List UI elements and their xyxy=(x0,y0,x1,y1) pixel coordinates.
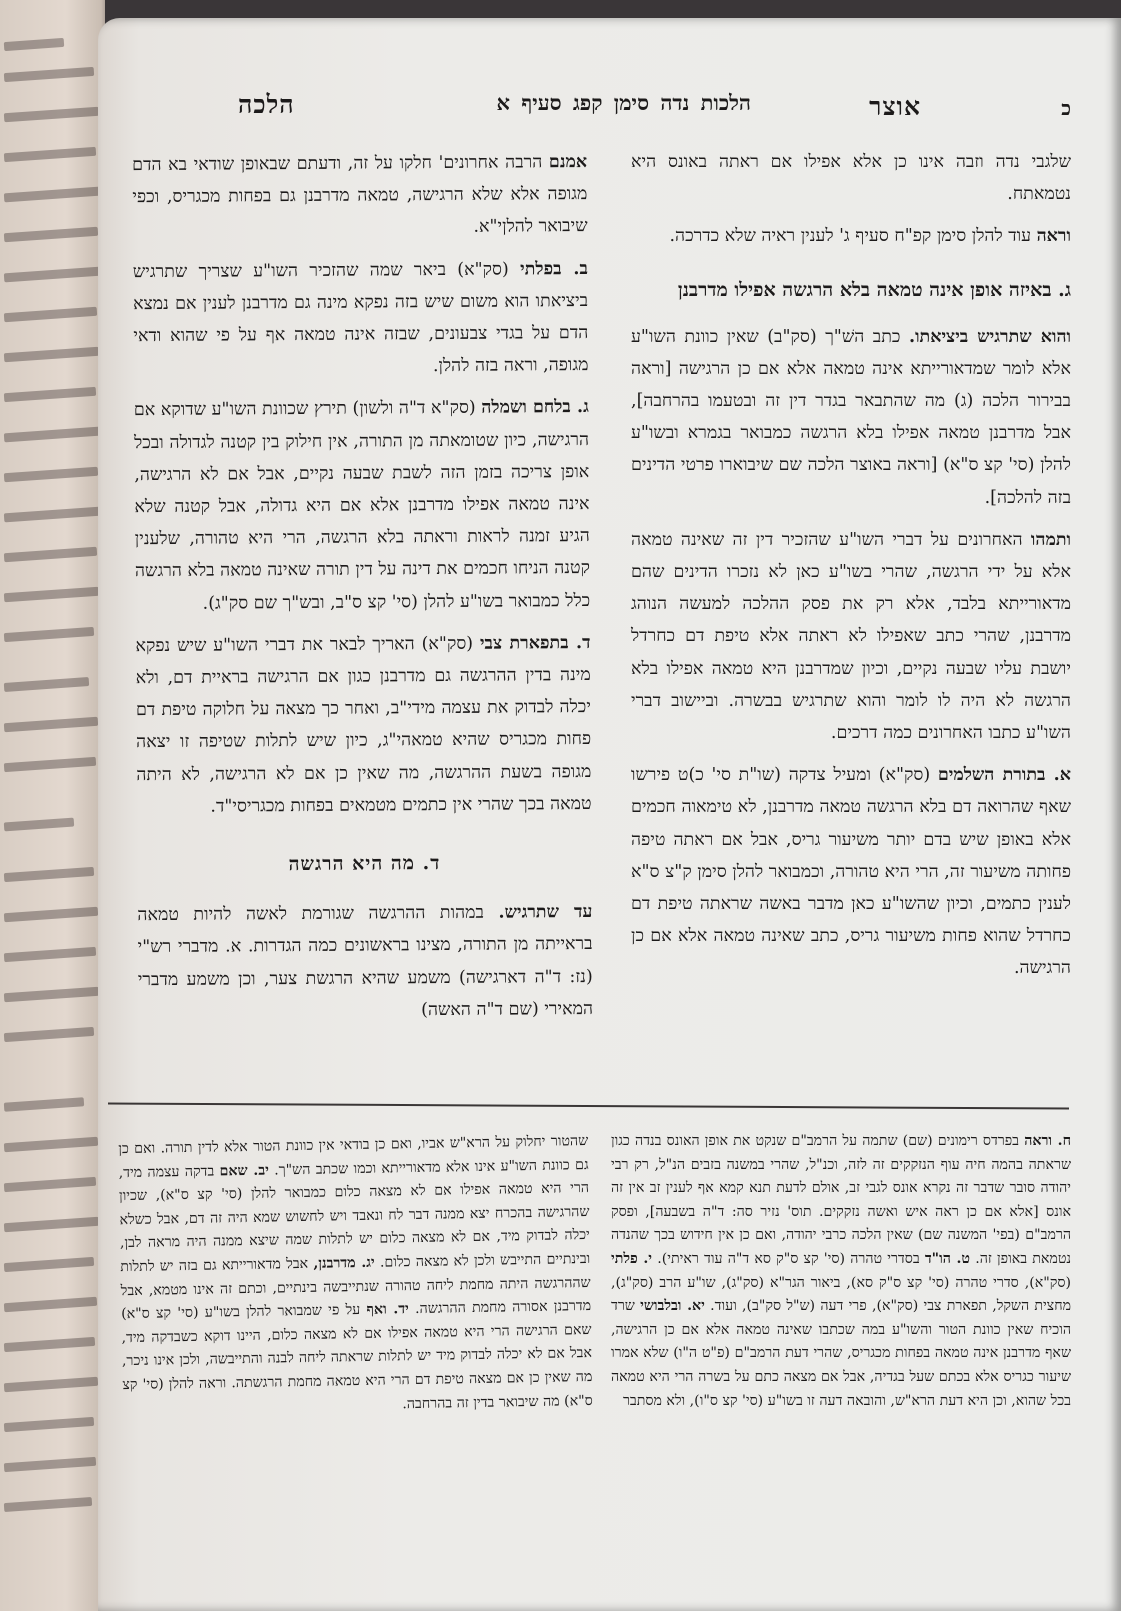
paragraph: וראה עוד להלן סימן קפ"ח סעיף ג' לענין ראיה שלא כדרכה. xyxy=(669,226,1071,247)
facing-page-text-line xyxy=(4,1457,96,1472)
running-head xyxy=(98,90,1121,130)
facing-page-text-line xyxy=(4,547,97,562)
facing-page-text-line xyxy=(4,38,64,51)
facing-page-text-line xyxy=(4,347,99,363)
facing-page-text-line xyxy=(4,587,99,603)
footnote: שהטור יחלוק על הרא"ש אביו, ואם כן בודאי אין כוונת הטור אלא לדין תורה. ואם כן גם כוונת השו"ע אינו אלא מדאורייתא וכמו שכתב הש"ך. xyxy=(118,1132,589,1179)
facing-page-text-line xyxy=(4,387,96,402)
facing-page-text-line xyxy=(4,1257,94,1272)
facing-page-text-line xyxy=(4,1177,96,1192)
footnote: יא. ובלבושי שרד הוכיח שאין כוונת הטור והשו"ע במה שכתבו שאינה טמאה אלא אם כן הרגישה, שאף מדרבנן אינה טמאה בפחות מכגריס, שהרי דעת הרמב"ם (פ"ט ה"ו) שלא אמרו שיעור כגריס אלא בכתם שעל בגדיה, אבל אם מצאה כתם על בשרה הרי היא טמאה בכל שהוא, וכן היא דעת הרא"ש, והובאה דעה זו בשו"ע (סי' קצ ס"ו), ולא מסתבר xyxy=(611,1298,1071,1409)
facing-page-text-line xyxy=(4,717,98,733)
paragraph: והוא שתרגיש ביציאתו. כתב השׁ"ך (סק"ב) שאין כוונת השו"ע אלא לומר שמדאורייתא אינה טמאה אלא אם כן הרגישה [וראה בבירור הלכה (ג) מה שהתבאר בגדר דין זה ובטעמו בהרחבה], אבל מדרבנן טמאה אפילו בלא הרגשה כמבואר בגמרא ובשו"ע להלן (סי' קצ ס"א) [וראה באוצר הלכה שם שיבוארו פרטי הדינים בזה להלכה]. xyxy=(631,326,1071,508)
facing-page-text-line xyxy=(4,427,100,443)
facing-page-text-line xyxy=(4,1497,92,1512)
footnote: י. פלתי (סק"א), סדרי טהרה (סי' קצ ס"ק סא), ביאור הגר"א (סק"ג), שו"ע הרב (סק"ג), מחצית השקל, תפארת צבי (סק"א), פרי דעה (ש"ל סק"ב), ועוד. xyxy=(611,1250,1071,1315)
facing-page-text-line xyxy=(4,227,98,243)
facing-page-text-line xyxy=(4,147,96,162)
footnote-divider xyxy=(108,1102,1069,1109)
facing-page-text-line xyxy=(4,1377,98,1393)
facing-page-text-line xyxy=(4,627,94,642)
paragraph: ד. בתפארת צבי (סק"א) האריך לבאר את דברי השו"ע שיש נפקא מינה בדין ההרגשה גם מדרבנן כגון אם הרגישה בראיית דם, ולא יכלה לבדוק את עצמה מידי"ב, ואחר כך מצאה על חלוקה טיפת דם פחות מכגריס שהיא טמאהי"ג, כיון שיש לתלות שטיפה זו יצאה מגופה בשעת ההרגשה, מה שאין כן אם לא הרגישה, לא היתה טמאה בכך שהרי אין כתמים מטמאים בפחות מכגריסי"ד. xyxy=(135,632,592,817)
paragraph: עד שתרגיש. במהות ההרגשה שגורמת לאשה להיות טמאה בראייתה מן התורה, מצינו בראשונים כמה הגדרות. א. מדברי רש"י (נז: ד"ה דארגישה) משמע שהיא הרגשת צער, וכן משמע מדברי המאירי (שם ד"ה האשה) xyxy=(137,902,594,1021)
facing-page-text-line xyxy=(4,187,100,203)
facing-page-text-line xyxy=(4,987,99,1003)
facing-page-text-line xyxy=(4,867,94,882)
main-column-right xyxy=(631,146,1071,995)
facing-page-text-line xyxy=(4,818,74,832)
facing-page-text-line xyxy=(4,1027,94,1042)
book-title-left: הלכה xyxy=(238,90,295,119)
facing-page-text-line xyxy=(4,107,99,123)
page-number: כ xyxy=(1061,96,1071,120)
facing-page-text-line xyxy=(4,757,96,772)
section-reference: הלכות נדה סימן קפג סעיף א xyxy=(496,90,751,115)
paragraph: א. בתורת השלמים (סק"א) ומעיל צדקה (שו"ת סי' כ)ט פירשו שאף שהרואה דם בלא הרגשה טמאה מדרבנן, לא טימאוה חכמים אלא באופן שיש בדם יותר משיעור גריס, אבל אם ראתה טיפה פחותה משיעור זה, הרי היא טהורה, וכמבואר להלן סימן ק"צ ס"א לענין כתמים, וכיון שהשו"ע כאן מדבר באשה שראתה טיפת דם כחרדל שהוא פחות משיעור גריס, כתב שאינה טמאה אלא אם כן הרגישה. xyxy=(631,765,1071,979)
footnote: יב. שאם בדקה עצמה מיד, הרי היא טמאה אפילו אם לא מצאה כלום כמבואר להלן (סי' קצ ס"א), שכיון שהרגישה בהכרח יצא ממנה דבר לח ונאבד ויש לחשוש שמא היה זה דם, אבל כשלא יכלה לבדוק מיד, אם לא מצאה כלום יש לתלות שמה שיצא ממנה היה מראה לבן, ובינתיים התייבש ולכן לא מצאה כלום. xyxy=(118,1162,591,1271)
footnote: ח. וראה בפרדס רימונים (שם) שתמה על הרמב"ם שנקט את אופן האונס בנדה כגון שראתה בהמה חיה עוף הנזקקים זה לזה, וכנ"ל, שהרי במשנה בזבים הנ"ל, רק רבי יהודה סובר שדבר זה נקרא אונס לגבי זב, אולם לדעת תנא קמא אף לענין זב אין זה אונס [אלא אם כן ראה איש ואשה נזקקים. תוס' נזיר סה: ד"ה בשבעה], ופסק הרמב"ם (בפי' המשנה שם) שאין הלכה כרבי יהודה, ואם כן אין חידוש בכך שהנדה נטמאת באופן זה. xyxy=(611,1133,1072,1267)
facing-page-text-line xyxy=(4,907,98,923)
footnote: יד. ואף על פי שמבואר להלן בשו"ע (סי' קצ ס"א) שאם הרגישה הרי היא טמאה אפילו אם לא מצאה כלום, היינו דוקא כשבדקה מיד, אבל אם לא יכלה לבדוק מיד יש לתלות שראתה ליחה לבנה והתייבשה, ולכן אינו ניכר, מה שאין כן אם מצאה טיפת דם הרי היא טמאה מחמת הרגשתה. וראה להלן (סי' קצ ס"א) מה שיבואר בדין זה בהרחבה. xyxy=(121,1301,593,1412)
book-title-right: אוצר xyxy=(869,92,921,121)
facing-page-text-line xyxy=(4,1097,84,1112)
section-heading: ד. מה היא הרגשה xyxy=(288,852,441,876)
paragraph: ותמהו האחרונים על דברי השו"ע שהזכיר דין זה שאינה טמאה אלא על ידי הרגשה, שהרי בשו"ע כאן לא נזכרו הדינים שהם מדאורייתא בלבד, אלא רק את פסק ההלכה למעשה הנוהג מדרבנן, שהרי כתב שאפילו לא ראתה אלא טיפת דם כחרדל יושבת עליו שבעה נקיים, וכיון שמדרבנן היא טמאה אפילו בלא הרגשה לא היה לו לומר והוא שתרגיש בבשרה. וביישוב דברי השו"ע כתבו האחרונים כמה דרכים. xyxy=(631,529,1071,744)
facing-page-text-line xyxy=(4,507,101,523)
facing-page-text-line xyxy=(4,267,101,283)
facing-page-text-line xyxy=(4,1417,94,1432)
main-column-left xyxy=(132,146,593,1038)
facing-page-text-line xyxy=(4,1137,98,1153)
section-heading: ג. באיזה אופן אינה טמאה בלא הרגשה אפילו מדרבנן xyxy=(677,278,1071,301)
facing-page-text-line xyxy=(4,467,98,483)
facing-page-text-line xyxy=(4,677,89,692)
facing-page-text-line xyxy=(4,1217,99,1233)
footnote: ט. הו"ד בסדרי טהרה (סי' קצ ס"ק סא ד"ה עוד ראיתי). xyxy=(657,1250,970,1267)
paragraph: אמנם הרבה אחרונים' חלקו על זה, ודעתם שבאופן שודאי בא הדם מגופה אלא שלא הרגישה, טמאה מדרבנן גם בפחות מכגריס, וכפי שיבואר להלןי"א. xyxy=(132,151,588,238)
paragraph: ג. בלחם ושמלה (סק"א ד"ה ולשון) תירץ שכוונת השו"ע שדוקא אם הרגישה, כיון שטומאתה מן התורה, אין חילוק בין קטנה לגדולה ובכל אופן צריכה בזמן הזה לשבת שבעה נקיים, אבל אם לא הרגישה, אינה טמאה אפילו מדרבנן אלא אם היא גדולה, אבל קטנה שלא הגיע זמנה לראות וראתה בלא הרגשה, הרי היא טהורה, שלענין קטנה הניחו חכמים את דינה על דין תורה שאינה טמאה בלא הרגשה כלל כמבואר בשו"ע להלן (סי' קצ ס"ב, ובש"ך שם סק"ג). xyxy=(133,397,591,614)
paragraph: ב. בפלתי (סק"א) ביאר שמה שהזכיר השו"ע שצריך שתרגיש ביציאתו הוא משום שיש בזה נפקא מינה גם מדרבנן לענין אם נמצא הדם על בגדי צבעונים, שבזה אינה טמאה אף על פי שהוא ודאי מגופה, וראה בזה להלן. xyxy=(132,258,589,377)
facing-page-text-line xyxy=(4,67,94,82)
facing-page-text-line xyxy=(4,307,97,322)
footnotes-right xyxy=(611,1130,1071,1413)
facing-page-text-line xyxy=(4,1337,95,1352)
facing-left-page xyxy=(0,0,110,1611)
footnote: יג. מדרבנן, אבל מדאורייתא גם בזה יש לתלות שההרגשה היתה מחמת ליחה טהורה שנתייבשה בינתיים, וכתם זה אינו מטמא, אבל מדרבנן אסורה מחמת ההרגשה. xyxy=(120,1254,592,1318)
footnotes-left xyxy=(118,1130,593,1421)
paragraph: שלגבי נדה וזבה אינו כן אלא אפילו אם ראתה באונס היא נטמאתח. xyxy=(631,152,1071,205)
facing-page-text-line xyxy=(4,1297,97,1312)
facing-page-text-line xyxy=(4,947,96,962)
book-page xyxy=(98,18,1121,1611)
